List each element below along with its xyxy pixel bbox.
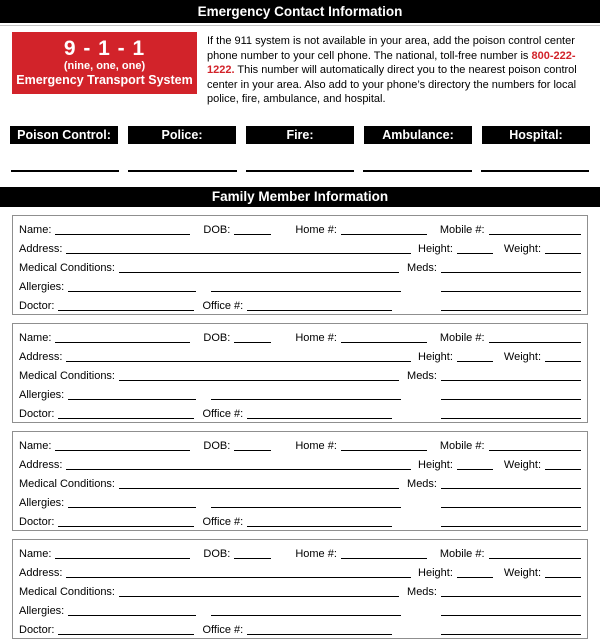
name-line: [55, 234, 190, 235]
allergies-continuation-line: [211, 615, 401, 616]
emergency-contact-header: Emergency Contact Information: [0, 0, 600, 23]
height-line: [457, 361, 493, 362]
nine-one-one-words: (nine, one, one): [63, 60, 146, 72]
address-line: [66, 361, 411, 362]
weight-line: [545, 577, 581, 578]
card-row-name: [19, 542, 581, 561]
address-label: Address:: [19, 458, 63, 471]
meds-continuation-line: [441, 399, 581, 400]
writein-line-fire: [246, 170, 354, 172]
address-label: Address:: [19, 350, 63, 363]
meds-line: [441, 488, 581, 489]
mobile-phone-line: [489, 450, 581, 451]
card-row-allergies: [19, 275, 581, 294]
card-row-allergies: [19, 599, 581, 618]
mobile-phone-label: Mobile #:: [439, 331, 485, 344]
weight-label: Weight:: [503, 566, 541, 579]
height-label: Height:: [418, 242, 453, 255]
header-divider: [0, 25, 600, 26]
card-row-medical: [19, 256, 581, 275]
allergies-continuation-line: [211, 399, 401, 400]
office-phone-line: [247, 418, 392, 419]
home-phone-label: Home #:: [295, 439, 337, 452]
allergies-label: Allergies:: [19, 496, 65, 509]
doctor-label: Doctor:: [19, 407, 55, 420]
mobile-phone-label: Mobile #:: [439, 439, 485, 452]
address-line: [66, 469, 411, 470]
mobile-phone-line: [489, 558, 581, 559]
allergies-line: [68, 615, 196, 616]
name-label: Name:: [19, 223, 52, 236]
home-phone-label: Home #:: [295, 547, 337, 560]
contact-label-ambulance: Ambulance:: [364, 126, 472, 144]
medical-conditions-label: Medical Conditions:: [19, 585, 115, 598]
allergies-line: [68, 507, 196, 508]
weight-label: Weight:: [503, 458, 541, 471]
meds-label: Meds:: [407, 369, 437, 382]
weight-line: [545, 469, 581, 470]
family-member-card: [12, 539, 588, 639]
dob-label: DOB:: [203, 331, 231, 344]
office-phone-label: Office #:: [202, 623, 244, 636]
dob-label: DOB:: [203, 547, 231, 560]
dob-line: [234, 558, 271, 559]
name-label: Name:: [19, 547, 52, 560]
meds-line: [441, 272, 581, 273]
emergency-contacts-labels: [10, 126, 590, 144]
meds-continuation-line-2: [441, 418, 581, 419]
meds-continuation-line-2: [441, 310, 581, 311]
card-row-allergies: [19, 491, 581, 510]
home-phone-label: Home #:: [295, 331, 337, 344]
card-row-medical: [19, 580, 581, 599]
card-row-address: [19, 561, 581, 580]
meds-label: Meds:: [407, 261, 437, 274]
office-phone-line: [247, 634, 392, 635]
card-row-medical: [19, 364, 581, 383]
mobile-phone-line: [489, 234, 581, 235]
card-row-name: [19, 218, 581, 237]
medical-conditions-label: Medical Conditions:: [19, 477, 115, 490]
address-line: [66, 253, 411, 254]
meds-continuation-line: [441, 507, 581, 508]
name-label: Name:: [19, 439, 52, 452]
card-row-medical: [19, 472, 581, 491]
card-row-doctor: [19, 618, 581, 637]
meds-continuation-line: [441, 291, 581, 292]
dob-line: [234, 342, 271, 343]
allergies-label: Allergies:: [19, 388, 65, 401]
medical-conditions-label: Medical Conditions:: [19, 369, 115, 382]
height-label: Height:: [418, 350, 453, 363]
card-row-address: [19, 453, 581, 472]
mobile-phone-label: Mobile #:: [439, 547, 485, 560]
address-line: [66, 577, 411, 578]
medical-conditions-line: [119, 488, 399, 489]
meds-continuation-line-2: [441, 526, 581, 527]
meds-label: Meds:: [407, 477, 437, 490]
medical-conditions-line: [119, 596, 399, 597]
weight-line: [545, 361, 581, 362]
dob-line: [234, 450, 271, 451]
office-phone-line: [247, 310, 392, 311]
allergies-line: [68, 399, 196, 400]
address-label: Address:: [19, 566, 63, 579]
allergies-label: Allergies:: [19, 604, 65, 617]
poison-control-phone-number: 800-222-1222.: [207, 49, 576, 77]
meds-line: [441, 380, 581, 381]
allergies-label: Allergies:: [19, 280, 65, 293]
contact-label-poison-control: Poison Control:: [10, 126, 118, 144]
card-row-doctor: [19, 402, 581, 421]
dob-line: [234, 234, 271, 235]
writein-line-poison-control: [11, 170, 119, 172]
home-phone-line: [341, 234, 427, 235]
height-label: Height:: [418, 566, 453, 579]
emergency-contacts-writein-lines: [11, 170, 589, 172]
doctor-label: Doctor:: [19, 515, 55, 528]
medical-conditions-line: [119, 272, 399, 273]
meds-continuation-line-2: [441, 634, 581, 635]
card-row-address: [19, 237, 581, 256]
meds-label: Meds:: [407, 585, 437, 598]
mobile-phone-line: [489, 342, 581, 343]
writein-line-hospital: [481, 170, 589, 172]
card-row-doctor: [19, 294, 581, 313]
contact-label-police: Police:: [128, 126, 236, 144]
home-phone-line: [341, 342, 427, 343]
allergies-line: [68, 291, 196, 292]
nine-one-one-number: 9 - 1 - 1: [63, 37, 146, 60]
mobile-phone-label: Mobile #:: [439, 223, 485, 236]
home-phone-line: [341, 558, 427, 559]
doctor-label: Doctor:: [19, 623, 55, 636]
card-row-doctor: [19, 510, 581, 529]
card-row-allergies: [19, 383, 581, 402]
home-phone-line: [341, 450, 427, 451]
contact-label-fire: Fire:: [246, 126, 354, 144]
office-phone-label: Office #:: [202, 515, 244, 528]
weight-label: Weight:: [503, 242, 541, 255]
card-row-name: [19, 434, 581, 453]
doctor-line: [58, 526, 194, 527]
writein-line-ambulance: [363, 170, 471, 172]
doctor-line: [58, 418, 194, 419]
medical-conditions-label: Medical Conditions:: [19, 261, 115, 274]
card-row-address: [19, 345, 581, 364]
name-label: Name:: [19, 331, 52, 344]
height-line: [457, 577, 493, 578]
family-member-cards: [12, 215, 588, 639]
family-member-card: [12, 215, 588, 315]
office-phone-label: Office #:: [202, 299, 244, 312]
address-label: Address:: [19, 242, 63, 255]
family-member-header: Family Member Information: [0, 187, 600, 207]
weight-label: Weight:: [503, 350, 541, 363]
allergies-continuation-line: [211, 291, 401, 292]
office-phone-line: [247, 526, 392, 527]
card-row-name: [19, 326, 581, 345]
name-line: [55, 450, 190, 451]
contact-label-hospital: Hospital:: [482, 126, 590, 144]
nine-one-one-caption: Emergency Transport System: [16, 73, 193, 87]
allergies-continuation-line: [211, 507, 401, 508]
instructions-text-before: If the 911 system is not available in your area, add the poison control center phone number to your cell phone. The national, toll-free number is: [207, 35, 575, 62]
instructions-text-after: This number will automatically direct you to the nearest poison control center in your area. Also add to your phone’s directory the numbers for local police, fire, ambulance, and hospital.: [207, 64, 577, 106]
doctor-line: [58, 634, 194, 635]
dob-label: DOB:: [203, 439, 231, 452]
family-member-card: [12, 323, 588, 423]
height-line: [457, 253, 493, 254]
doctor-line: [58, 310, 194, 311]
home-phone-label: Home #:: [295, 223, 337, 236]
poison-control-instructions: [207, 34, 589, 107]
height-line: [457, 469, 493, 470]
intro-section: [12, 32, 590, 107]
writein-line-police: [128, 170, 236, 172]
family-member-card: [12, 431, 588, 531]
height-label: Height:: [418, 458, 453, 471]
medical-conditions-line: [119, 380, 399, 381]
dob-label: DOB:: [203, 223, 231, 236]
name-line: [55, 342, 190, 343]
office-phone-label: Office #:: [202, 407, 244, 420]
nine-one-one-badge: [12, 32, 197, 94]
meds-line: [441, 596, 581, 597]
doctor-label: Doctor:: [19, 299, 55, 312]
meds-continuation-line: [441, 615, 581, 616]
name-line: [55, 558, 190, 559]
weight-line: [545, 253, 581, 254]
